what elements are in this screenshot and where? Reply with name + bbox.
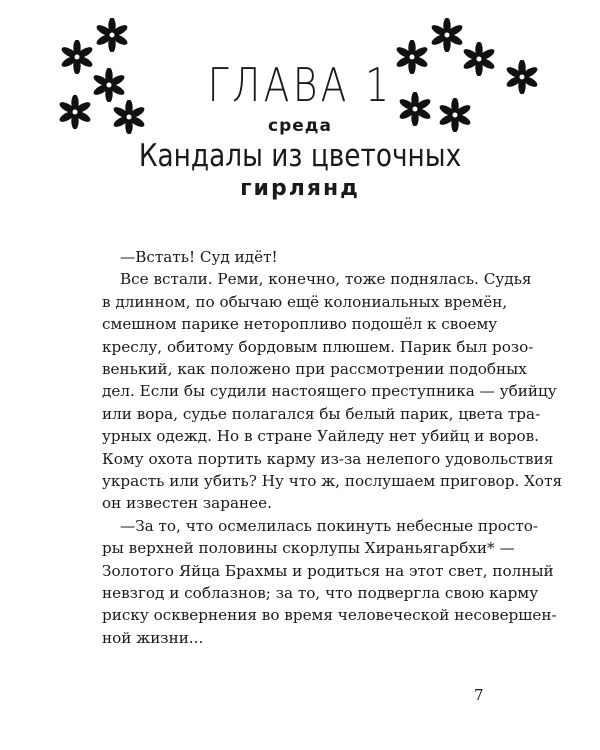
- chapter-title-line2: гирлянд: [240, 176, 360, 201]
- text-line: Кому охота портить карму из-за нелепого удовольствия: [102, 449, 554, 468]
- text-line: риску осквернения во время человеческой несовершен-: [102, 606, 557, 625]
- text-line: дел. Если бы судили настоящего преступника — убийцу: [102, 382, 557, 401]
- flower-ornament-icon: [112, 100, 146, 134]
- text-line: Все встали. Реми, конечно, тоже поднялась. Судья: [120, 270, 532, 289]
- flower-ornament-icon: [438, 98, 472, 132]
- flower-ornament-icon: [58, 95, 92, 129]
- flower-ornament-icon: [505, 60, 539, 94]
- text-line: урных одежд. Но в стране Уайледу нет убийц и воров.: [102, 427, 539, 446]
- text-line: или вора, судье полагался бы белый парик, цвета тра-: [102, 404, 541, 423]
- flower-ornament-icon: [430, 18, 464, 52]
- text-line: венький, как положено при рассмотрении подобных: [102, 360, 527, 378]
- flower-ornament-icon: [395, 40, 429, 74]
- flower-ornament-icon: [95, 18, 129, 52]
- chapter-heading: ГЛАВА 1: [207, 58, 393, 112]
- text-line: ной жизни...: [102, 628, 204, 647]
- text-line: украсть или убить? Ну что ж, послушаем приговор. Хотя: [102, 472, 563, 490]
- page-number: 7: [474, 686, 484, 704]
- text-line: —Встать! Суд идёт!: [120, 248, 278, 266]
- flower-ornament-icon: [60, 40, 94, 74]
- chapter-title-line1: Кандалы из цветочных: [138, 138, 462, 174]
- text-line: креслу, обитому бордовым плюшем. Парик был розо-: [102, 337, 534, 356]
- flower-ornament-icon: [398, 92, 432, 126]
- text-line: смешном парике неторопливо подошёл к своему: [102, 315, 498, 334]
- text-line: Золотого Яйца Брахмы и родиться на этот свет, полный: [102, 561, 554, 580]
- text-line: невзгод и соблазнов; за то, что подвергла свою карму: [102, 584, 539, 602]
- flower-ornament-icon: [462, 42, 496, 76]
- chapter-day: среда: [268, 116, 332, 136]
- text-line: —За то, что осмелилась покинуть небесные просто-: [120, 516, 539, 535]
- text-line: ры верхней половины скорлупы Хираньягарбхи* —: [102, 539, 515, 558]
- text-line: в длинном, по обычаю ещё колониальных времён,: [102, 292, 508, 311]
- flower-ornament-icon: [92, 68, 126, 102]
- text-line: он известен заранее.: [102, 494, 272, 513]
